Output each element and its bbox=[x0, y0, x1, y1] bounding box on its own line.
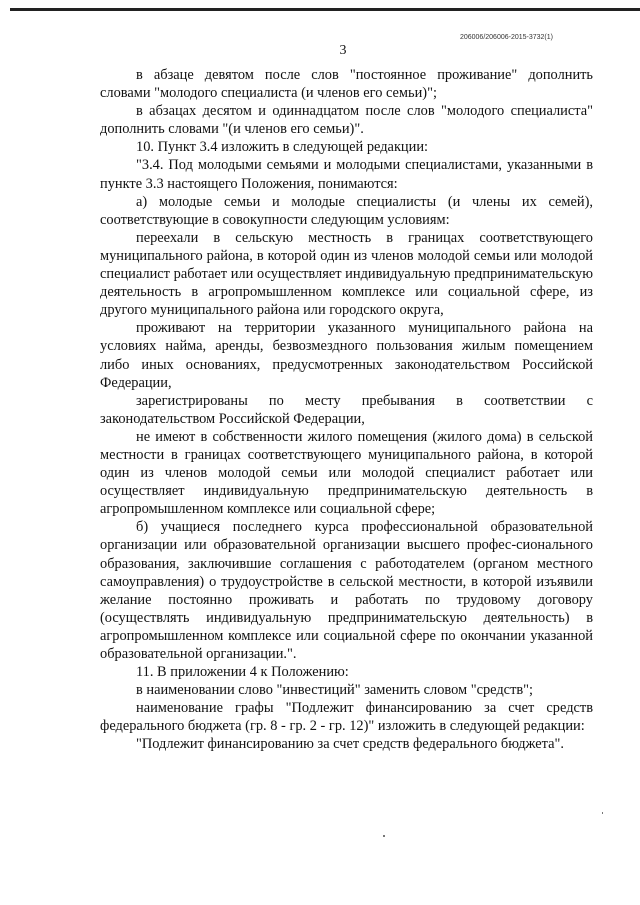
paragraph: переехали в сельскую местность в границах соответствующего муниципального района, в которой один из членов молодой семьи или молодой специалист работает или осуществляет индивидуальную предпринимательскую деятельность в агропромышленном комплексе или социальной сфере, из другого муниципального района или городского округа, bbox=[100, 229, 593, 319]
paragraph: в наименовании слово "инвестиций" заменить словом "средств"; bbox=[136, 682, 534, 699]
scan-speck bbox=[383, 835, 385, 837]
paragraph: "Подлежит финансированию за счет средств федерального бюджета". bbox=[136, 736, 565, 753]
paragraph: а) молодые семьи и молодые специалисты (и члены их семей), соответствующие в совокупности следующим условиям: bbox=[100, 193, 593, 228]
paragraph: проживают на территории указанного муниципального района на условиях найма, аренды, безвозмездного пользования жилым помещением либо иных основаниях, предусмотренных законодательством Российской Федерации, bbox=[100, 320, 593, 391]
scan-speck bbox=[602, 812, 603, 814]
paragraph: в абзаце девятом после слов "постоянное проживание" дополнить словами "молодого специалиста (и членов его семьи)"; bbox=[100, 67, 593, 102]
paragraph: 10. Пункт 3.4 изложить в следующей редакции: bbox=[136, 139, 429, 156]
page-number: 3 bbox=[339, 43, 347, 58]
paragraph: 11. В приложении 4 к Положению: bbox=[136, 664, 349, 681]
paragraph: б) учащиеся последнего курса профессиональной образовательной организации или образовательной организации высшего профес-сионального образования, заключившие соглашения с работодателем (органом местного самоуправления) о трудоустройстве в сельской местности, в которой изъявили желание постоянно проживать и работать по трудовому договору (осуществлять индивидуальную предпринимательскую деятельность) в агропромышленном комплексе или социальной сфере по окончании указанной образовательной организации.". bbox=[100, 519, 593, 662]
paragraph: не имеют в собственности жилого помещения (жилого дома) в сельской местности в границах соответствующего муниципального района, в которой один из членов молодой семьи или молодой специалист работает или осуществляет индивидуальную предпринимательскую деятельность в агропромышленном комплексе или социальной сфере; bbox=[100, 428, 593, 518]
paragraph: "3.4. Под молодыми семьями и молодыми специалистами, указанными в пункте 3.3 настоящего Положения, понимаются: bbox=[100, 157, 593, 192]
top-border-line bbox=[10, 8, 640, 11]
paragraph: зарегистрированы по месту пребывания в соответствии с законодательством Российской Федерации, bbox=[100, 392, 593, 427]
document-body bbox=[100, 66, 593, 754]
document-id: 206006/206006-2015-3732(1) bbox=[459, 34, 553, 41]
paragraph: наименование графы "Подлежит финансированию за счет средств федерального бюджета (гр. 8 - гр. 2 - гр. 12)" изложить в следующей редакции: bbox=[100, 700, 593, 735]
paragraph: в абзацах десятом и одиннадцатом после слов "молодого специалиста" дополнить словами "(и членов его семьи)". bbox=[100, 103, 593, 138]
